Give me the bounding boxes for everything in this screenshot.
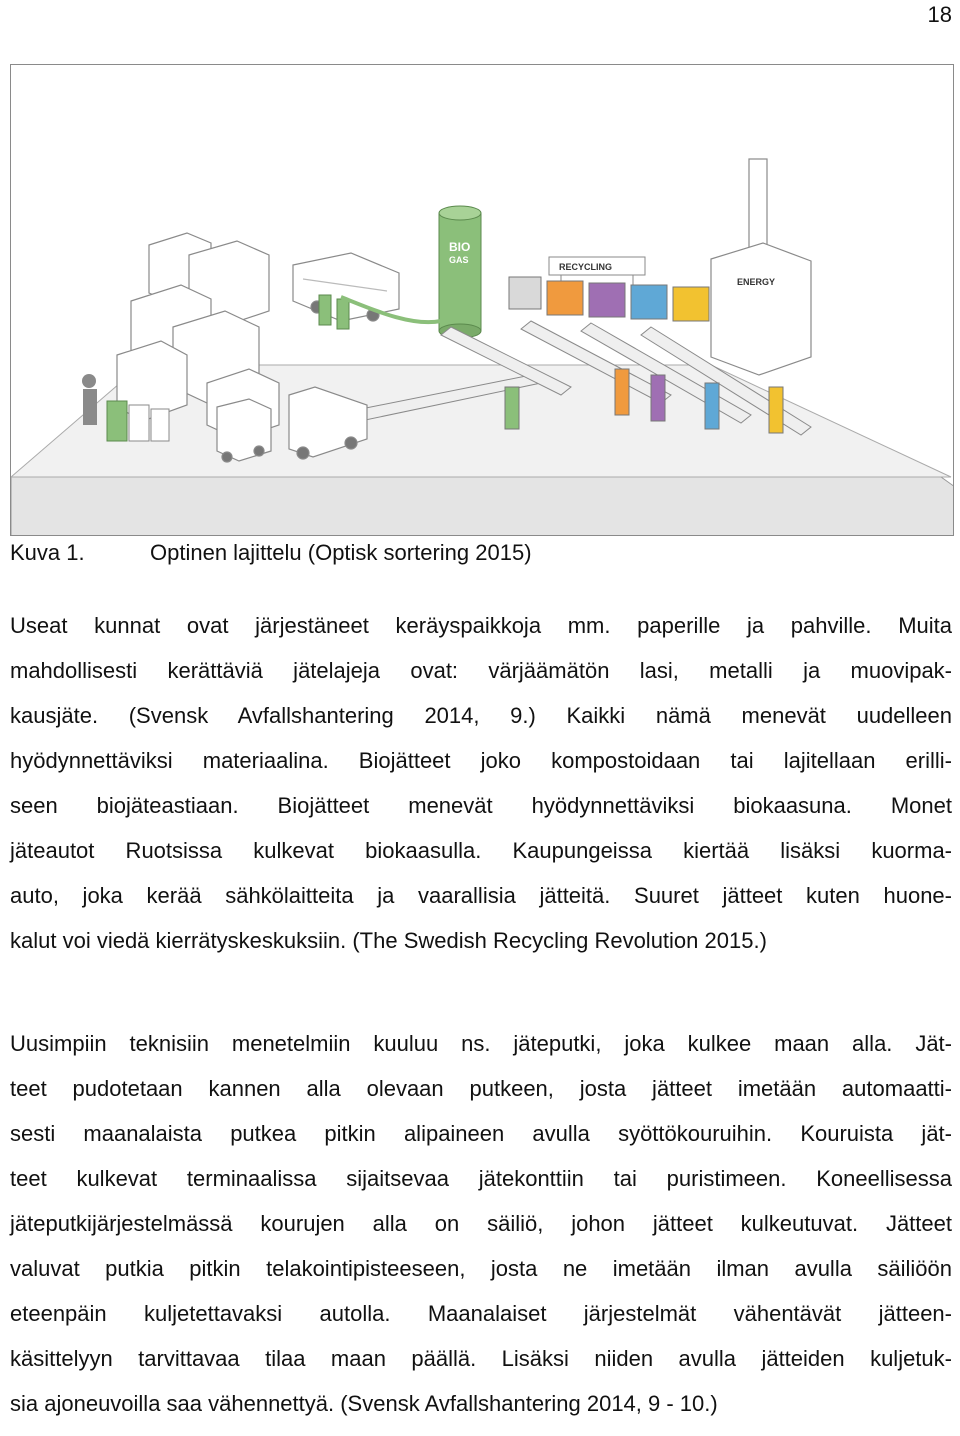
sorting-containers [509, 277, 709, 321]
text-line: jäteputkijärjestelmässä kourujen alla on säiliö, johon jätteet kulkeutuvat. Jätteet [10, 1211, 952, 1236]
text-line: jäteautot Ruotsissa kulkevat biokaasulla. Kaupungeissa kiertää lisäksi kuorma- [10, 838, 952, 863]
ground-platform [11, 477, 954, 536]
page-number: 18 [927, 2, 952, 27]
bin-blue [705, 383, 719, 429]
text-line: hyödynnettäviksi materiaalina. Biojätteet joko kompostoidaan tai lajitellaan erilli- [10, 748, 952, 773]
text-line: valuvat putkia pitkin telakointipisteeseen, josta ne imetään ilman avulla säiliöön [10, 1256, 952, 1281]
text-line: kalut voi viedä kierrätyskeskuksiin. (The Swedish Recycling Revolution 2015.) [10, 928, 767, 953]
paragraph-2 [10, 1021, 952, 1426]
bin-purple [651, 375, 665, 421]
recycling-label: RECYCLING [559, 262, 613, 272]
caption-label: Kuva 1. [10, 540, 85, 565]
text-line: teet pudotetaan kannen alla olevaan putkeen, josta jätteet imetään automaatti- [10, 1076, 952, 1101]
waste-bin [151, 409, 169, 441]
figure-optical-sorting-illustration [10, 64, 954, 536]
waste-bin [107, 401, 127, 441]
text-line: kausjäte. (Svensk Avfallshantering 2014, 9.) Kaikki nämä menevät uudelleen [10, 703, 952, 728]
text-line: mahdollisesti kerättäviä jätelajeja ovat: värjäämätön lasi, metalli ja muovipak- [10, 658, 952, 683]
text-line: Uusimpiin teknisiin menetelmiin kuuluu ns. jäteputki, joka kulkee maan alla. Jät- [10, 1031, 952, 1056]
energy-label: ENERGY [737, 277, 776, 287]
transport-truck [217, 399, 271, 462]
biogas-label-2: GAS [449, 255, 469, 265]
text-line: teet kulkevat terminaalissa sijaitsevaa jätekonttiin tai puristimeen. Koneellisessa [10, 1166, 952, 1191]
text-line: sia ajoneuvoilla saa vähennettyä. (Svensk Avfallshantering 2014, 9 - 10.) [10, 1391, 718, 1416]
container-yellow [673, 287, 709, 321]
paragraph-1 [10, 603, 952, 963]
container-purple [589, 283, 625, 317]
bin-green [505, 387, 519, 429]
waste-bin [129, 405, 149, 441]
text-line: sesti maanalaista putkea pitkin alipaineen avulla syöttökouruihin. Kouruista jät- [10, 1121, 952, 1146]
text-line: Useat kunnat ovat järjestäneet keräyspaikkoja mm. paperille ja pahville. Muita [10, 613, 952, 638]
text-line: eteenpäin kuljetettavaksi autolla. Maanalaiset järjestelmät vähentävät jätteen- [10, 1301, 952, 1326]
biogas-label-1: BIO [449, 240, 471, 254]
caption-text: Optinen lajittelu (Optisk sortering 2015) [150, 540, 532, 565]
text-line: seen biojäteastiaan. Biojätteet menevät hyödynnettäviksi biokaasuna. Monet [10, 793, 952, 818]
figure-caption [10, 540, 532, 566]
bin-yellow [769, 387, 783, 433]
container-blue [631, 285, 667, 319]
container-grey [509, 277, 541, 309]
text-line: käsittelyyn tarvittavaa tilaa maan päällä. Lisäksi niiden avulla jätteiden kuljetuk- [10, 1346, 952, 1371]
container-orange [547, 281, 583, 315]
text-line: auto, joka kerää sähkölaitteita ja vaarallisia jätteitä. Suuret jätteet kuten huone- [10, 883, 952, 908]
bin-orange [615, 369, 629, 415]
biogas-tank [439, 206, 481, 338]
energy-plant [711, 159, 811, 375]
